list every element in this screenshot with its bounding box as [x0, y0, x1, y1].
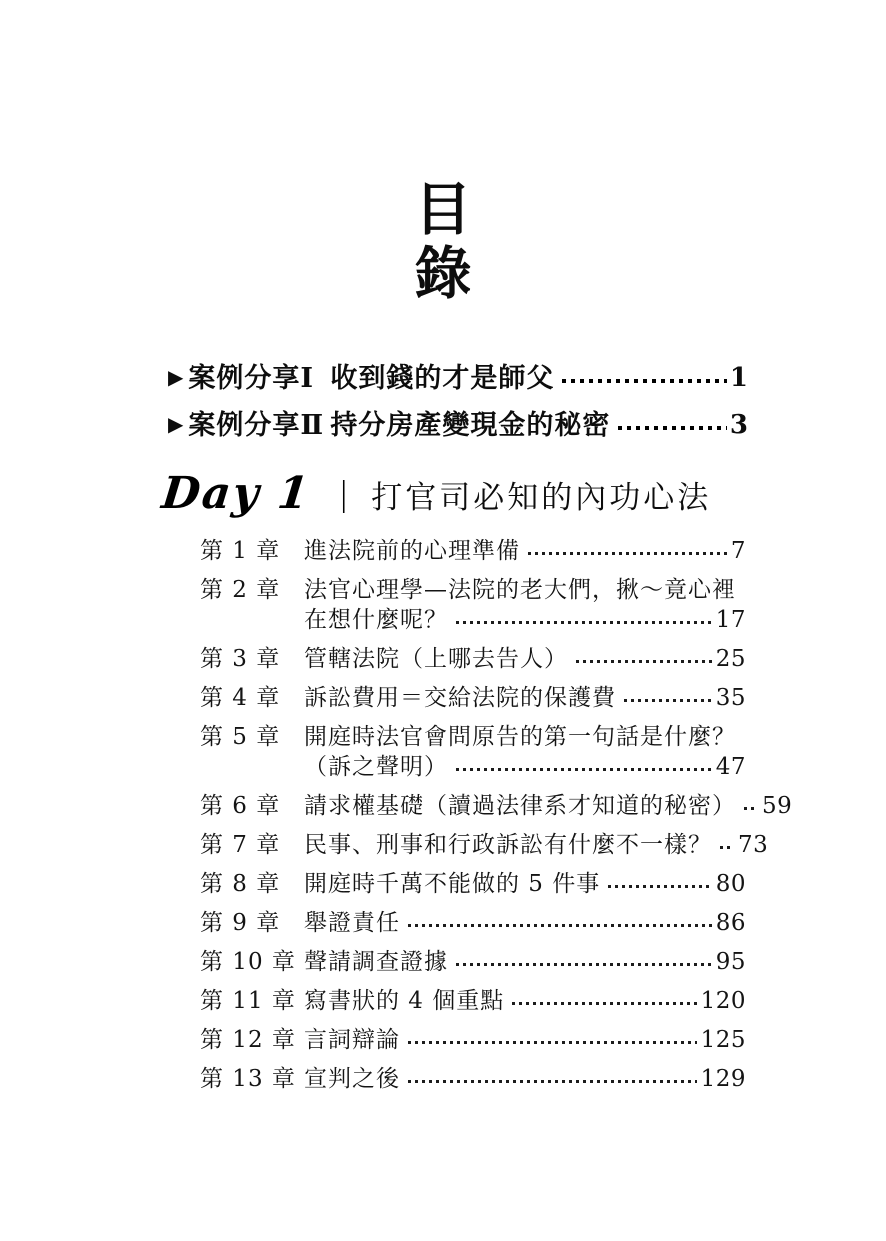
dot-leader — [456, 768, 712, 771]
chapter-page-number: 129 — [700, 1066, 746, 1092]
chapter-page-number: 80 — [715, 871, 746, 897]
chapter-label: 第 6 章 — [200, 793, 281, 819]
chapter-label: 第 11 章 — [200, 988, 296, 1014]
chapter-body — [304, 577, 746, 634]
chapter-lastline — [304, 538, 746, 565]
case-share-row — [168, 409, 748, 442]
chapter-page-number: 17 — [715, 607, 746, 633]
chapter-page-number: 47 — [715, 754, 746, 780]
chapter-row — [200, 871, 746, 898]
chapter-label: 第 13 章 — [200, 1066, 296, 1092]
chapter-list — [200, 538, 793, 1105]
chapter-page-number: 95 — [715, 949, 746, 975]
dot-leader — [456, 621, 712, 624]
chapter-title: 開庭時千萬不能做的 5 件事 — [304, 871, 601, 897]
chapter-body — [304, 910, 746, 937]
chapter-lastline — [304, 607, 746, 634]
case-share-title: 收到錢的才是師父 — [330, 363, 555, 394]
case-page-number: 3 — [729, 410, 748, 440]
chapter-row — [200, 988, 746, 1015]
chapter-row — [200, 949, 746, 976]
case-share-label: 案例分享Ⅰ — [188, 363, 315, 394]
chapter-title-line1: 法官心理學—法院的老大們，揪～竟心裡 — [304, 577, 736, 603]
chapter-title: 在想什麼呢？ — [304, 607, 448, 633]
dot-leader — [618, 426, 727, 430]
chapter-row — [200, 685, 746, 712]
case-page-number: 1 — [729, 363, 748, 393]
chapter-title: 進法院前的心理準備 — [304, 538, 520, 564]
chapter-title-line1: 開庭時法官會問原告的第一句話是什麼？ — [304, 724, 736, 750]
chapter-body — [304, 646, 746, 673]
dot-leader — [408, 1041, 697, 1044]
dot-leader — [408, 1080, 697, 1083]
chapter-title: 管轄法院（上哪去告人） — [304, 646, 568, 672]
chapter-body — [304, 832, 769, 859]
day-label: Day 1 — [159, 468, 313, 519]
dot-leader — [624, 699, 712, 702]
section-header — [159, 468, 748, 520]
vertical-bar-separator: | — [338, 473, 350, 513]
chapter-title: 寫書狀的 4 個重點 — [304, 988, 505, 1014]
chapter-lastline — [304, 646, 746, 673]
dot-leader — [744, 807, 758, 810]
dot-leader — [528, 552, 727, 555]
case-share-title: 持分房產變現金的秘密 — [330, 410, 611, 441]
dot-leader — [576, 660, 712, 663]
dot-leader — [408, 924, 712, 927]
chapter-row — [200, 724, 746, 781]
dot-leader — [608, 885, 711, 888]
chapter-row — [200, 832, 769, 859]
chapter-page-number: 86 — [715, 910, 746, 936]
page-title — [0, 178, 886, 306]
case-share-list — [168, 362, 748, 456]
dot-leader — [562, 379, 727, 383]
chapter-page-number: 120 — [700, 988, 746, 1014]
chapter-label: 第 8 章 — [200, 871, 281, 897]
chapter-title: 請求權基礎（讀過法律系才知道的秘密） — [304, 793, 736, 819]
chapter-row — [200, 1066, 746, 1093]
chapter-body — [304, 1027, 746, 1054]
chapter-title: （訴之聲明） — [304, 754, 448, 780]
chapter-lastline — [304, 793, 793, 820]
chapter-lastline — [304, 988, 746, 1015]
chapter-row — [200, 646, 746, 673]
chapter-body — [304, 988, 746, 1015]
chapter-title: 宣判之後 — [304, 1066, 400, 1092]
chapter-lastline — [304, 910, 746, 937]
chapter-label: 第 10 章 — [200, 949, 296, 975]
chapter-page-number: 7 — [730, 538, 746, 564]
chapter-row — [200, 577, 746, 634]
section-title: 打官司必知的內功心法 — [371, 479, 712, 516]
chapter-lastline — [304, 832, 769, 859]
triangle-bullet-icon: ▶ — [168, 412, 184, 436]
dot-leader — [720, 846, 734, 849]
chapter-page-number: 125 — [700, 1027, 746, 1053]
dot-leader — [512, 1002, 696, 1005]
chapter-page-number: 73 — [738, 832, 769, 858]
chapter-title: 訴訟費用＝交給法院的保護費 — [304, 685, 616, 711]
triangle-bullet-icon: ▶ — [168, 365, 184, 389]
chapter-lastline — [304, 754, 746, 781]
chapter-body — [304, 793, 793, 820]
chapter-title: 民事、刑事和行政訴訟有什麼不一樣？ — [304, 832, 712, 858]
chapter-label: 第 12 章 — [200, 1027, 296, 1053]
chapter-body — [304, 1066, 746, 1093]
chapter-title: 聲請調查證據 — [304, 949, 448, 975]
chapter-label: 第 9 章 — [200, 910, 281, 936]
chapter-row — [200, 1027, 746, 1054]
chapter-title: 言詞辯論 — [304, 1027, 400, 1053]
page-title-char-1: 目 — [414, 176, 472, 243]
chapter-lastline — [304, 685, 746, 712]
chapter-lastline — [304, 949, 746, 976]
case-share-row — [168, 362, 748, 395]
chapter-label: 第 5 章 — [200, 724, 281, 750]
chapter-page-number: 25 — [715, 646, 746, 672]
chapter-label: 第 7 章 — [200, 832, 281, 858]
chapter-lastline — [304, 1027, 746, 1054]
chapter-lastline — [304, 1066, 746, 1093]
chapter-row — [200, 910, 746, 937]
chapter-row — [200, 793, 793, 820]
chapter-label: 第 1 章 — [200, 538, 281, 564]
chapter-label: 第 4 章 — [200, 685, 281, 711]
case-share-label: 案例分享Ⅱ — [188, 410, 325, 441]
chapter-label: 第 2 章 — [200, 577, 281, 603]
page-title-char-2: 錄 — [414, 240, 472, 307]
chapter-body — [304, 538, 746, 565]
chapter-lastline — [304, 871, 746, 898]
chapter-title: 舉證責任 — [304, 910, 400, 936]
chapter-page-number: 35 — [715, 685, 746, 711]
chapter-body — [304, 685, 746, 712]
dot-leader — [456, 963, 712, 966]
chapter-label: 第 3 章 — [200, 646, 281, 672]
chapter-row — [200, 538, 746, 565]
chapter-page-number: 59 — [762, 793, 793, 819]
chapter-body — [304, 724, 746, 781]
chapter-body — [304, 871, 746, 898]
chapter-body — [304, 949, 746, 976]
